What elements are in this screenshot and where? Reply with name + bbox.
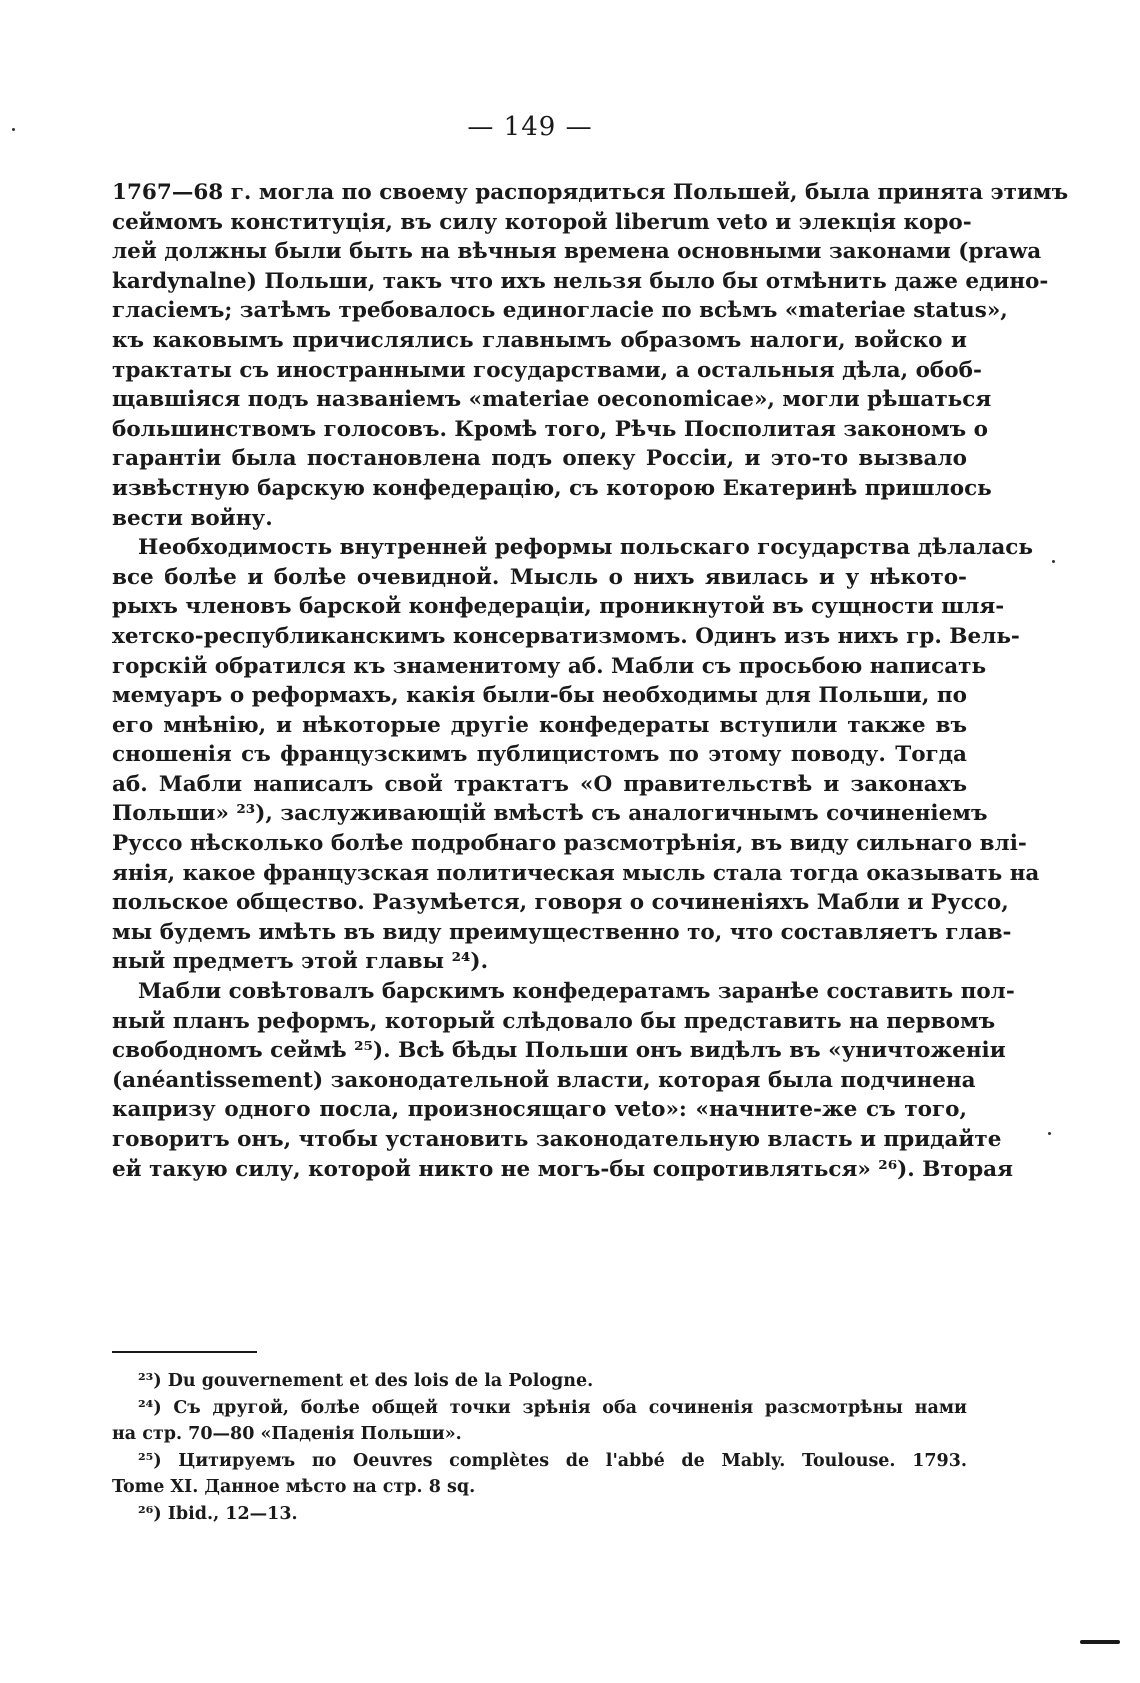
scan-speck	[1048, 1132, 1051, 1135]
text-line: сеймомъ конституція, въ силу которой liberum veto и элекція коро-	[112, 209, 972, 235]
footnote-line: Tome XI. Данное мѣсто на стр. 8 sq.	[112, 1477, 476, 1497]
text-line: гарантіи была постановлена подъ опеку Россіи, и это-то вызвало	[112, 446, 967, 472]
text-line: ей такую силу, которой никто не могъ-бы сопротивляться» ²⁶). Вторая	[112, 1156, 1013, 1182]
text-line: ный предметъ этой главы ²⁴).	[112, 949, 489, 975]
text-line: капризу одного посла, произносящаго veto»: «начните-же съ того,	[112, 1097, 967, 1123]
footnote-line: ²³) Du gouvernement et des lois de la Pologne.	[138, 1371, 594, 1391]
page-number: — 149 —	[467, 112, 593, 142]
footnote-line: ²⁴) Съ другой, болѣе общей точки зрѣнія оба сочиненія разсмотрѣны нами	[138, 1397, 967, 1418]
footnote-line: ²⁵) Цитируемъ по Oeuvres complètes de l'abbé de Mably. Toulouse. 1793.	[138, 1450, 967, 1471]
footnote-line: ²⁶) Ibid., 12—13.	[138, 1503, 298, 1524]
text-line: трактаты съ иностранными государствами, а остальныя дѣла, обоб-	[112, 357, 982, 383]
text-line: (anéantissement) законодательной власти, которая была подчинена	[112, 1067, 976, 1093]
scan-speck	[1052, 560, 1055, 563]
footnote-line: на стр. 70—80 «Паденія Польши».	[112, 1424, 462, 1444]
text-line: щавшіяся подъ названіемъ «materiae oeconomicae», могли рѣшаться	[112, 387, 992, 413]
text-line: все болѣе и болѣе очевидной. Мысль о нихъ явилась и у нѣкото-	[112, 564, 967, 590]
footnotes	[112, 1368, 967, 1527]
text-line: хетско-республиканскимъ консерватизмомъ. Одинъ изъ нихъ гр. Вель-	[112, 623, 1020, 649]
text-line: гласіемъ; затѣмъ требовалось единогласіе по всѣмъ «materiae status»,	[112, 298, 1008, 324]
footnote-divider	[112, 1351, 257, 1353]
text-line: янія, какое французская политическая мысль стала тогда оказывать на	[112, 860, 1040, 886]
text-line: свободномъ сеймѣ ²⁵). Всѣ бѣды Польши онъ видѣлъ въ «уничтоженіи	[112, 1038, 1006, 1064]
text-line: рыхъ членовъ барской конфедераціи, проникнутой въ сущности шля-	[112, 594, 1005, 620]
text-line: сношенія съ французскимъ публицистомъ по этому поводу. Тогда	[112, 742, 967, 768]
text-line: Польши» ²³), заслуживающій вмѣстѣ съ аналогичнымъ сочиненіемъ	[112, 801, 988, 827]
text-line: вести войну.	[112, 505, 273, 531]
scan-mark	[1080, 1640, 1120, 1644]
text-line: мемуаръ о реформахъ, какія были-бы необходимы для Польши, по	[112, 683, 967, 709]
text-line: къ каковымъ причислялись главнымъ образомъ налоги, войско и	[112, 327, 967, 353]
text-line: Необходимость внутренней реформы польскаго государства дѣлалась	[138, 535, 1033, 561]
text-line: горскій обратился къ знаменитому аб. Мабли съ просьбою написать	[112, 653, 987, 679]
text-line: kardynalne) Польши, такъ что ихъ нельзя было бы отмѣнить даже едино-	[112, 268, 1049, 294]
text-line: 1767—68 г. могла по своему распорядиться Польшей, была принята этимъ	[112, 180, 1069, 205]
text-line: Мабли совѣтовалъ барскимъ конфедератамъ заранѣе составить пол-	[138, 979, 1015, 1005]
text-line: аб. Мабли написалъ свой трактатъ «О правительствѣ и законахъ	[112, 771, 967, 797]
text-line: большинствомъ голосовъ. Кромѣ того, Рѣчь Посполитая закономъ о	[112, 416, 988, 442]
text-line: лей должны были быть на вѣчныя времена основными законами (prawa	[112, 239, 1042, 265]
body-text	[112, 178, 1069, 1184]
text-line: мы будемъ имѣть въ виду преимущественно то, что составляетъ глав-	[112, 919, 1012, 945]
text-line: его мнѣнію, и нѣкоторые другіе конфедераты вступили также въ	[112, 712, 967, 738]
text-line: ный планъ реформъ, который слѣдовало бы представить на первомъ	[112, 1008, 996, 1034]
text-line: говоритъ онъ, чтобы установить законодательную власть и придайте	[112, 1127, 1002, 1152]
text-line: Руссо нѣсколько болѣе подробнаго разсмотрѣнія, въ виду сильнаго влі-	[112, 831, 1027, 857]
text-line: польское общество. Разумѣется, говоря о сочиненіяхъ Мабли и Руссо,	[112, 890, 1009, 916]
scan-speck	[12, 128, 15, 131]
text-line: извѣстную барскую конфедерацію, съ которою Екатеринѣ пришлось	[112, 475, 992, 501]
